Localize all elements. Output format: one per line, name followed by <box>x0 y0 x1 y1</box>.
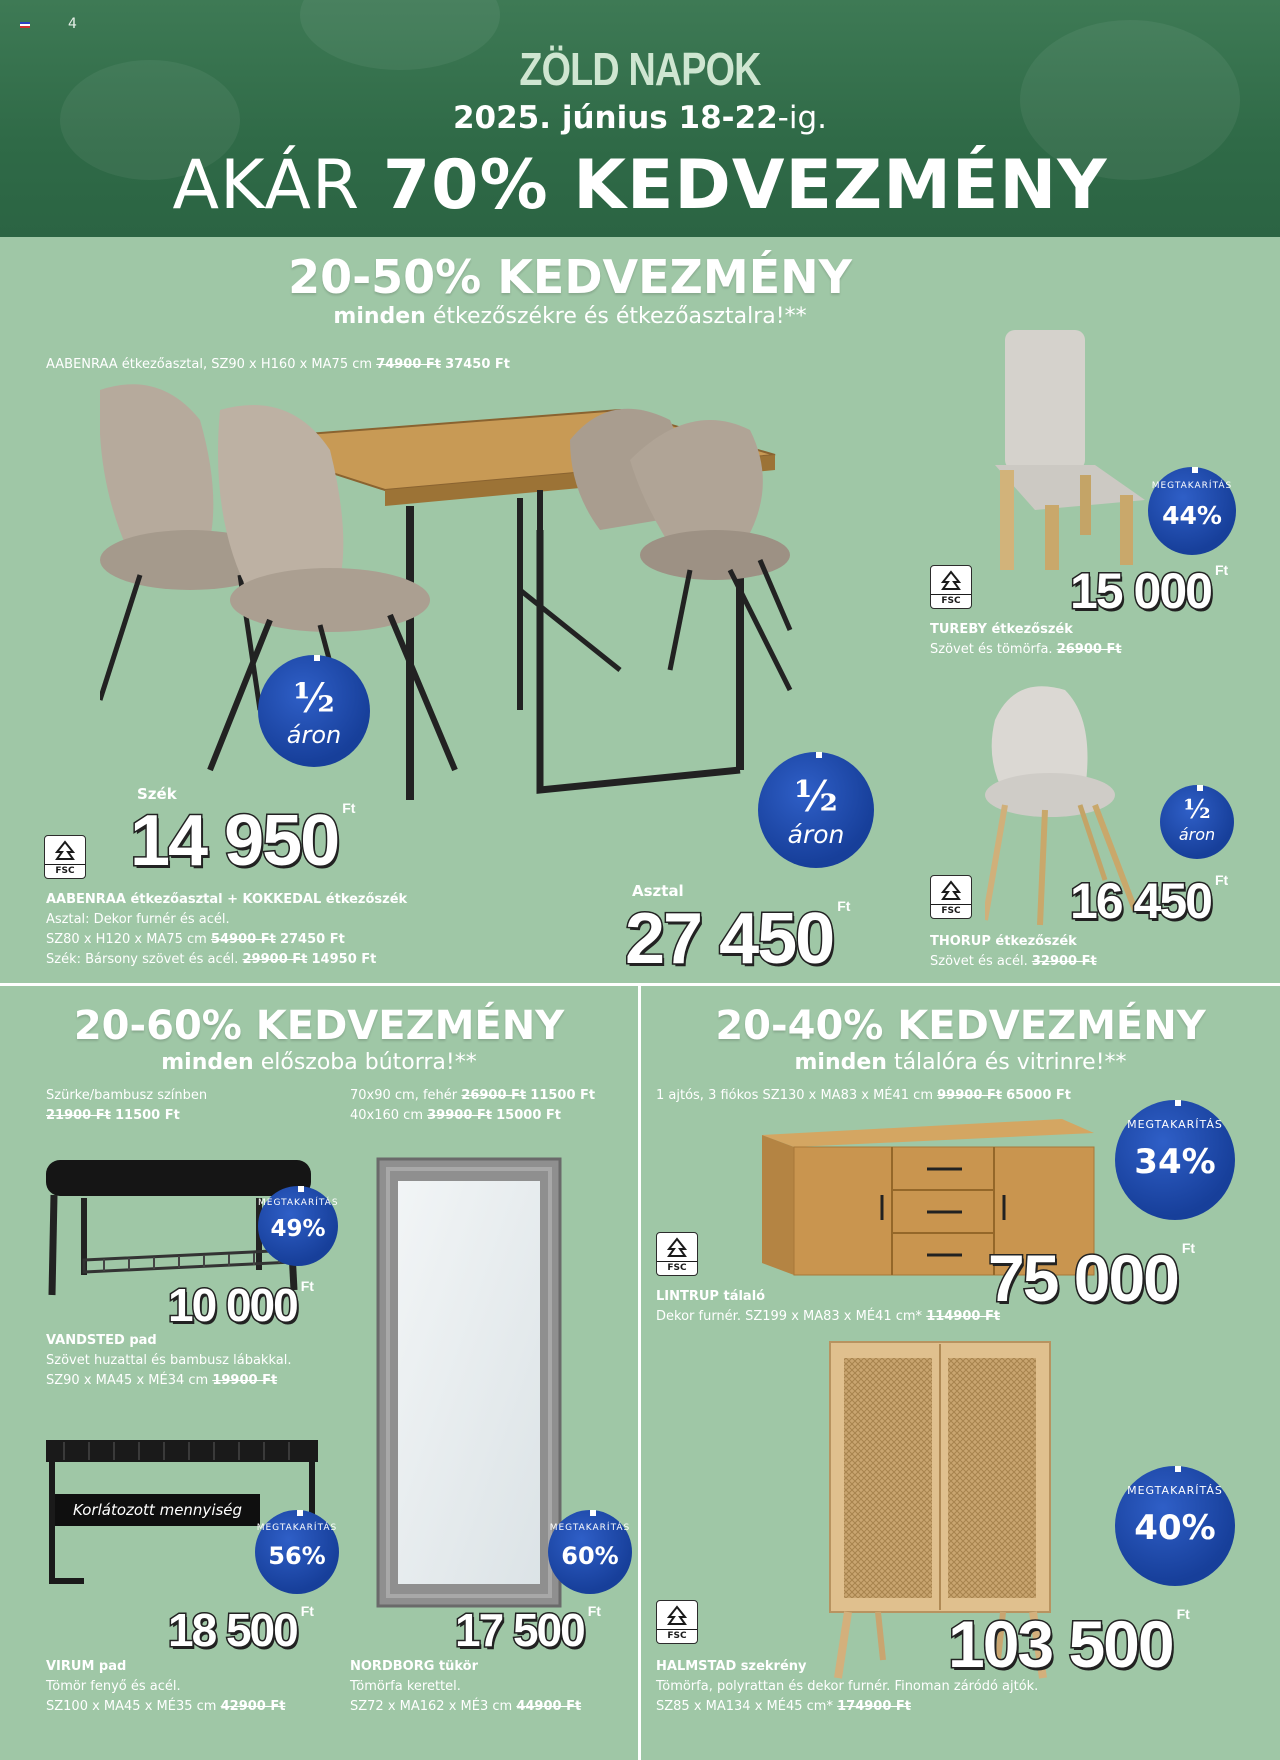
lintrup-price: 75 000 $^{Ft}$ <box>988 1240 1196 1315</box>
sideboard-subheading: minden tálalóra és vitrinre!** <box>794 1050 1127 1075</box>
virum-price: 18 500 $^{Ft}$ <box>168 1603 314 1656</box>
limited-quantity-label: Korlátozott mennyiség <box>55 1494 260 1526</box>
language-flag-icon[interactable] <box>20 22 30 28</box>
section-divider <box>638 986 641 1760</box>
virum-details: VIRUM pad Tömör fenyő és acél. SZ100 x MA45 x MÉ35 cm 42900 Ft <box>46 1659 286 1714</box>
sideboard-note: 1 ajtós, 3 fiókos SZ130 x MA83 x MÉ41 cm 99900 Ft 65000 Ft <box>656 1088 1071 1103</box>
chair-price: 14 950 $^{Ft}$ <box>130 800 356 881</box>
table-price: 27 450 $^{Ft}$ <box>625 898 851 979</box>
nordborg-price: 17 500 $^{Ft}$ <box>455 1603 601 1656</box>
campaign-title: ZÖLD NAPOK <box>519 43 761 95</box>
bench-color-note: Szürke/bambusz színben 21900 Ft 11500 Ft <box>46 1088 208 1123</box>
tureby-price: 15 000 $^{Ft}$ <box>1070 562 1229 619</box>
hall-subheading: minden előszoba bútorra!** <box>161 1050 477 1075</box>
tureby-savings-badge: MEGTAKARÍTÁS 44% <box>1148 467 1236 555</box>
halmstad-savings-badge: MEGTAKARÍTÁS 40% <box>1115 1466 1235 1586</box>
tureby-chair-image <box>985 325 1145 575</box>
fsc-logo-icon: FSC <box>930 875 972 919</box>
fsc-logo-icon: FSC <box>656 1600 698 1644</box>
hall-heading: 20-60% KEDVEZMÉNY <box>73 1003 565 1049</box>
dining-set-image <box>100 380 880 820</box>
lintrup-details: LINTRUP tálaló Dekor furnér. SZ199 x MA83 x MÉ41 cm* 114900 Ft <box>656 1289 1001 1324</box>
nordborg-details: NORDBORG tükör Tömörfa kerettel. SZ72 x MA162 x MÉ3 cm 44900 Ft <box>350 1659 582 1714</box>
fsc-logo-icon: FSC <box>44 835 86 879</box>
virum-savings-badge: MEGTAKARÍTÁS 56% <box>255 1510 339 1594</box>
dining-subheading: minden étkezőszékre és étkezőasztalra!** <box>333 304 807 329</box>
vandsted-savings-badge: MEGTAKARÍTÁS 49% <box>258 1186 338 1266</box>
half-price-badge: ½ áron <box>758 752 874 868</box>
tureby-details: TUREBY étkezőszék Szövet és tömörfa. 26900 Ft <box>930 622 1122 657</box>
half-price-badge: ½ áron <box>258 655 370 767</box>
aabenraa-note: AABENRAA étkezőasztal, SZ90 x H160 x MA75 cm 74900 Ft 37450 Ft <box>46 357 511 372</box>
fsc-logo-icon: FSC <box>930 565 972 609</box>
halmstad-price: 103 500 $^{Ft}$ <box>948 1606 1190 1681</box>
half-price-badge: ½ áron <box>1160 785 1234 859</box>
nordborg-savings-badge: MEGTAKARÍTÁS 60% <box>548 1510 632 1594</box>
table-price-label: Asztal <box>632 882 684 900</box>
thorup-details: THORUP étkezőszék Szövet és acél. 32900 Ft <box>930 934 1097 969</box>
nordborg-mirror-image <box>374 1155 564 1610</box>
chair-price-label: Szék <box>137 785 177 803</box>
thorup-price: 16 450 $^{Ft}$ <box>1070 872 1229 929</box>
hero-banner <box>0 0 1280 237</box>
vandsted-price: 10 000 $^{Ft}$ <box>168 1278 314 1331</box>
page-number: 4 <box>68 16 77 32</box>
campaign-date: 2025. június 18-22-ig. <box>452 100 828 136</box>
aabenraa-set-details: AABENRAA étkezőasztal + KOKKEDAL étkezőszék Asztal: Dekor furnér és acél. SZ80 x H120 x MA75 cm 54900 Ft 27450 Ft Szék: Bársony szövet és acél. 29900 Ft 14950 Ft <box>46 892 408 967</box>
vandsted-details: VANDSTED pad Szövet huzattal és bambusz lábakkal. SZ90 x MA45 x MÉ34 cm 19900 Ft <box>46 1333 292 1388</box>
lintrup-savings-badge: MEGTAKARÍTÁS 34% <box>1115 1100 1235 1220</box>
campaign-headline: AKÁR 70% KEDVEZMÉNY <box>172 146 1108 225</box>
halmstad-details: HALMSTAD szekrény Tömörfa, polyrattan és dekor furnér. Finoman záródó ajtók. SZ85 x MA134 x MÉ45 cm* 174900 Ft <box>656 1659 1039 1714</box>
dining-heading: 20-50% KEDVEZMÉNY <box>288 250 852 304</box>
sideboard-heading: 20-40% KEDVEZMÉNY <box>715 1003 1206 1049</box>
mirror-size-note: 70x90 cm, fehér 26900 Ft 11500 Ft 40x160 cm 39900 Ft 15000 Ft <box>350 1088 596 1123</box>
fsc-logo-icon: FSC <box>656 1232 698 1276</box>
